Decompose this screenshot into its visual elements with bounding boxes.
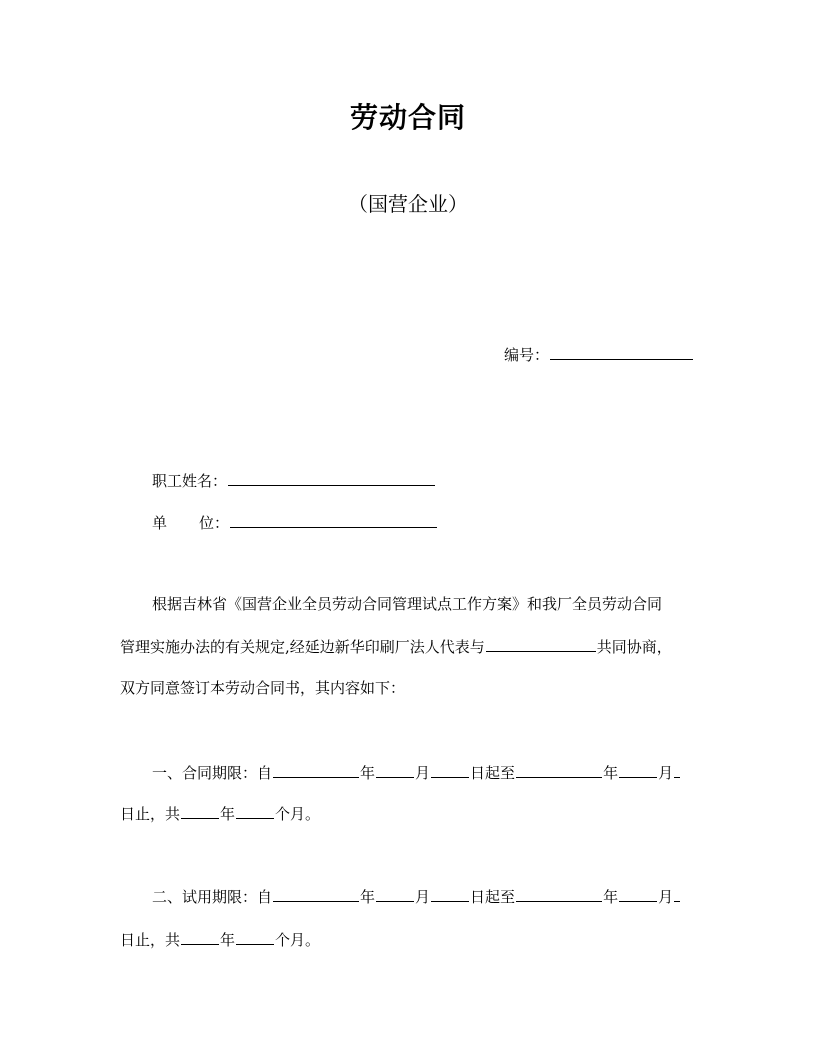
unit-row: [152, 510, 438, 533]
clause-1-line-2-start: 日止，共: [120, 805, 181, 823]
serial-number-row: [504, 342, 694, 365]
clause-2-end-year-text: 年: [603, 888, 619, 906]
legal-representative-blank[interactable]: [486, 634, 596, 652]
clause-1-total-months-blank[interactable]: [236, 801, 274, 819]
clause-1-start-day-blank[interactable]: [431, 760, 469, 778]
clause-2-start-day-blank[interactable]: [431, 884, 469, 902]
clause-1-month-text: 月: [415, 764, 431, 782]
employee-name-blank[interactable]: [228, 468, 435, 486]
serial-number-label: 编号：: [504, 346, 550, 364]
clause-1-start-year-blank[interactable]: [273, 760, 359, 778]
unit-label-part2: 位：: [199, 514, 230, 532]
clause-2-start-year-blank[interactable]: [273, 884, 359, 902]
clause-1-total-years-blank[interactable]: [181, 801, 219, 819]
clause-2-month-text: 月: [415, 888, 431, 906]
clause-1-end-year-text: 年: [603, 764, 619, 782]
clause-1-line-1: [152, 760, 681, 783]
clause-1-label: 一、合同期限：自: [152, 764, 273, 782]
clause-1-day-to-text: 日起至: [470, 764, 516, 782]
preamble-line-2: [120, 634, 672, 657]
clause-2-end-month-text: 月: [658, 888, 674, 906]
clause-1-months-end: 个月。: [275, 805, 321, 823]
clause-1-start-month-blank[interactable]: [376, 760, 414, 778]
clause-1-end-month-blank[interactable]: [619, 760, 657, 778]
document-subtitle: （国营企业）: [348, 192, 468, 216]
clause-2-total-months-blank[interactable]: [236, 927, 274, 945]
preamble-line-2-after: 共同协商，: [596, 638, 672, 656]
clause-2-total-years-blank[interactable]: [181, 927, 219, 945]
clause-2-line-2: [120, 927, 320, 950]
clause-2-year-text: 年: [360, 888, 376, 906]
clause-2-end-day-blank[interactable]: [674, 884, 680, 902]
unit-blank[interactable]: [230, 510, 437, 528]
clause-2-start-month-blank[interactable]: [376, 884, 414, 902]
clause-1-end-month-text: 月: [658, 764, 674, 782]
preamble-line-2-before: 管理实施办法的有关规定,经延边新华印刷厂法人代表与: [120, 638, 485, 656]
unit-label-part1: 单: [152, 514, 168, 532]
serial-number-blank[interactable]: [550, 342, 693, 360]
clause-2-label: 二、试用期限：自: [152, 888, 273, 906]
document-title: 劳动合同: [349, 101, 466, 134]
preamble-line-3: 双方同意签订本劳动合同书，其内容如下：: [120, 679, 406, 697]
clause-2-months-end: 个月。: [275, 931, 321, 949]
clause-2-line-1: [152, 884, 681, 907]
preamble-line-1: 根据吉林省《国营企业全员劳动合同管理试点工作方案》和我厂全员劳动合同: [152, 595, 663, 613]
employee-name-label: 职工姓名：: [152, 472, 228, 490]
clause-1-total-year-text: 年: [220, 805, 236, 823]
clause-1-year-text: 年: [360, 764, 376, 782]
clause-1-end-year-blank[interactable]: [516, 760, 602, 778]
employee-name-row: [152, 468, 436, 491]
clause-2-end-month-blank[interactable]: [619, 884, 657, 902]
clause-2-end-year-blank[interactable]: [516, 884, 602, 902]
clause-2-line-2-start: 日止，共: [120, 931, 181, 949]
clause-2-total-year-text: 年: [220, 931, 236, 949]
clause-1-line-2: [120, 801, 320, 824]
clause-1-end-day-blank[interactable]: [674, 760, 680, 778]
clause-2-day-to-text: 日起至: [470, 888, 516, 906]
